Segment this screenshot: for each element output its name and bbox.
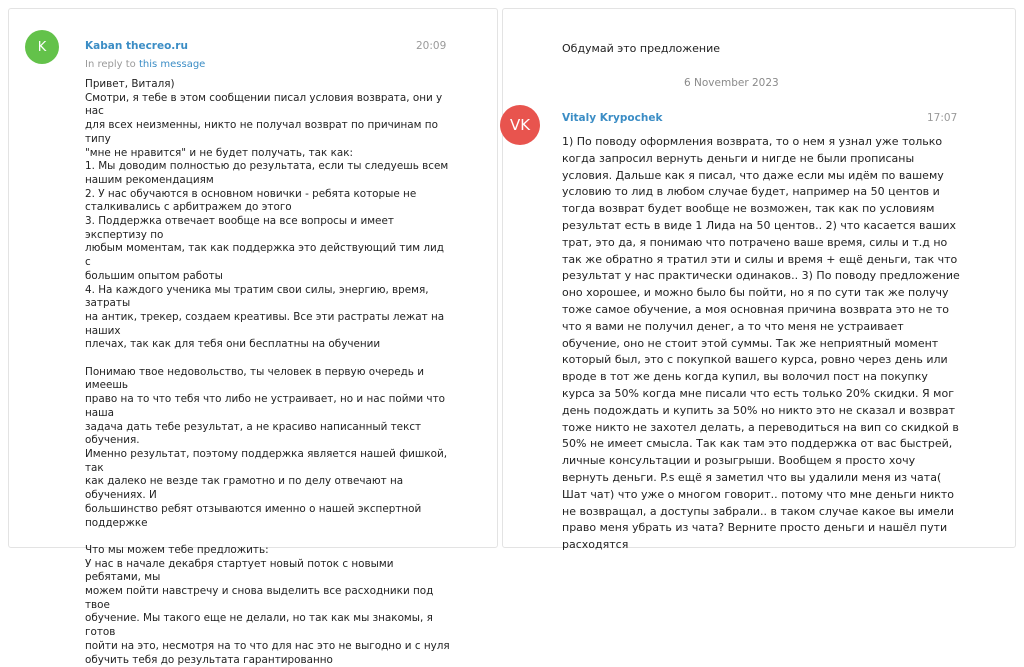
avatar[interactable] — [500, 105, 540, 145]
previous-message-text: Обдумай это предложение — [562, 42, 721, 55]
message-time: 20:09 — [416, 40, 447, 52]
avatar[interactable] — [25, 30, 59, 64]
sender-name[interactable]: Vitaly Krypochek — [562, 112, 663, 124]
date-separator: 6 November 2023 — [684, 77, 779, 89]
avatar-letter: K — [37, 39, 47, 55]
avatar-initials: VK — [509, 116, 531, 134]
message-text: 1) По поводу оформления возврата, то о нем я узнал уже только когда запросил вернуть деньги и нигде не были прописаны условия. Дальше как я писал, что даже если мы идём по вашему условию то лид в любом случае будет, например на 50 центов и тогда возврат будет вообще не возможен, так как по условиям результат есть в виде 1 Лида на 50 центов.. 2) что касается ваших трат, это да, я понимаю что потрачено ваше время, силы и т.д но так же обратно я тратил эти и силы и время + ещё деньги, так что результат у нас практически одинаков.. 3) По поводу предложение оно хорошее, и можно было бы пойти, но я по сути так же получу тоже самое обучение, а моя основная причина возврата это не то что я вами не получил денег, а то что меня не устраивает обучение, оно не стоит этой суммы. Так же неприятный момент который был, это с покупкой вашего курса, ровно через день или вроде в тот же день когда купил, вы волочил пост на покупку курса за 50% когда мне писали что есть только 20% скидки. Я мог день подождать и купить за 50% но никто это не сказал и возврат тоже никто не захотел делать, а переводиться на вип со скидкой в 50% не имеет смысла. Так как там это поддержка от вас быстрей, личные консультации и розыгрыши. Вообщем я просто хочу вернуть деньги. P.s ещё я заметил что вы удалили меня из чата( Шат чат) что уже о многом говорит.. потому что мне деньги никто не возвращал, а доступы забрали.. в таком случае какое вы имели право меня убрать из чата? Верните просто деньги и нашёл пути расходятся — [562, 135, 960, 552]
sender-name[interactable]: Kaban thecreo.ru — [85, 40, 188, 52]
message-text: Привет, Виталя) Смотри, я тебе в этом сообщении писал условия возврата, они у нас для всех неизменны, никто не получал возврат по причинам по типу "мне не нравится" и не будет получать, так как: 1. Мы доводим полностью до результата, если ты следуешь всем нашим рекомендациям 2. У нас обучаются в основном новички - ребята которые не сталкивались с арбитражем до этого 3. Поддержка отвечает вообще на все вопросы и имеет экспертизу по любым моментам, так как поддержка это действующий тим лид с большим опытом работы 4. На каждого ученика мы тратим свои силы, энергию, время, затраты на антик, трекер, создаем креативы. Все эти растраты лежат на наших плечах, так как для тебя они бесплатны на обучении Понимаю твое недовольство, ты человек в первую очередь и имеешь право на то что тебя что либо не устраивает, но и нас пойми что наша задача дать тебе результат, а не красиво написанный текст обучения. Именно результат, поэтому поддержка является нашей фишкой, так как далеко не везде так грамотно и по делу отвечают на обучениях. И большинство ребят отзываются именно о нашей экспертной поддержке Что мы можем тебе предложить: У нас в начале декабря стартует новый поток с новыми ребятами, мы можем пойти навстречу и снова выделить все расходники под твое обучение. Мы такого еще не делали, но так как мы знакомы, я готов пойти на это, несмотря на то что для нас это не выгодно и с нуля обучить тебя до результата гарантированно — [85, 78, 450, 666]
reply-prefix: In reply to — [85, 59, 136, 70]
reply-link[interactable]: this message — [138, 59, 206, 70]
message-time: 17:07 — [927, 112, 958, 124]
reply-indicator — [85, 59, 205, 70]
